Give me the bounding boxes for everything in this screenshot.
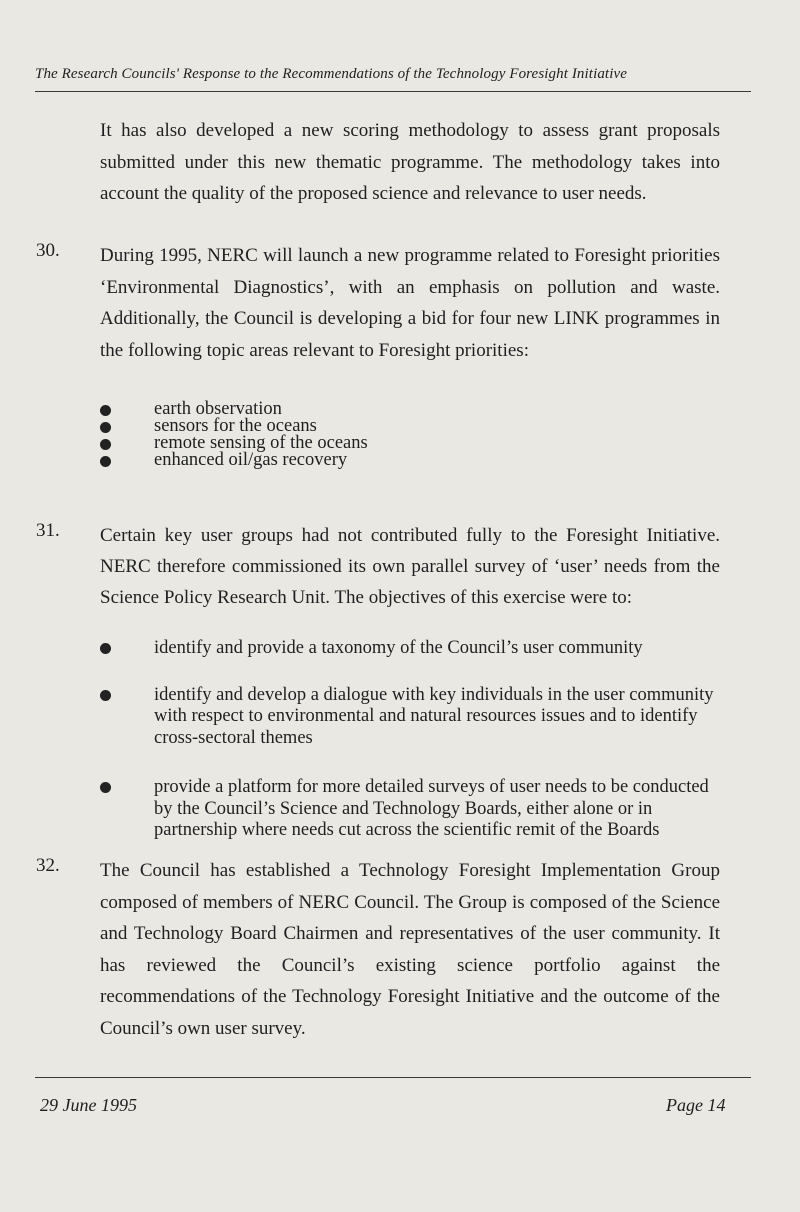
section-number-30: 30. (36, 240, 60, 261)
link-topics-list (100, 401, 720, 469)
header-rule (35, 91, 751, 92)
page-number: Page 14 (666, 1095, 726, 1115)
section-31-text: Certain key user groups had not contributed fully to the Foresight Initiative. NERC therefore commissioned its own parallel survey of ‘user’ needs from the Science Policy Research Unit. The objectives of this exercise were to: (100, 525, 720, 608)
objectives-list (100, 638, 720, 842)
footer-rule (35, 1077, 751, 1078)
section-number-32: 32. (36, 855, 60, 876)
bullet-icon (100, 690, 111, 701)
bullet-icon (100, 456, 111, 467)
bullet-icon (100, 422, 111, 433)
list-item: sensors for the oceans (100, 418, 720, 435)
list-item: identify and develop a dialogue with key individuals in the user community with respect to environmental and natural resources issues and to identify cross-sectoral themes (100, 685, 720, 750)
list-item: provide a platform for more detailed surveys of user needs to be conducted by the Council’s Science and Technology Boards, either alone or in partnership where needs cut across the scientific remit of the Boards (100, 777, 720, 842)
footer-date: 29 June 1995 (40, 1095, 137, 1115)
bullet-icon (100, 405, 111, 416)
bullet-icon (100, 643, 111, 654)
list-item: enhanced oil/gas recovery (100, 452, 720, 469)
list-item: identify and provide a taxonomy of the Council’s user community (100, 638, 720, 660)
bullet-icon (100, 782, 111, 793)
section-number-31: 31. (36, 520, 60, 541)
running-header: The Research Councils' Response to the Recommendations of the Technology Foresight Initiative (35, 66, 627, 82)
list-item: earth observation (100, 401, 720, 418)
section-32-text: The Council has established a Technology Foresight Implementation Group composed of members of NERC Council. The Group is composed of the Science and Technology Board Chairmen and representatives of the user community. It has reviewed the Council’s existing science portfolio against the recommendations of the Technology Foresight Initiative and the outcome of the Council’s own user survey. (100, 860, 720, 1039)
list-item: remote sensing of the oceans (100, 435, 720, 452)
bullet-icon (100, 439, 111, 450)
section-30-text: During 1995, NERC will launch a new programme related to Foresight priorities ‘Environmental Diagnostics’, with an emphasis on pollution and waste. Additionally, the Council is developing a bid for four new LINK programmes in the following topic areas relevant to Foresight priorities: (100, 245, 720, 361)
intro-paragraph: It has also developed a new scoring methodology to assess grant proposals submitted under this new thematic programme. The methodology takes into account the quality of the proposed science and relevance to user needs. (100, 120, 720, 204)
